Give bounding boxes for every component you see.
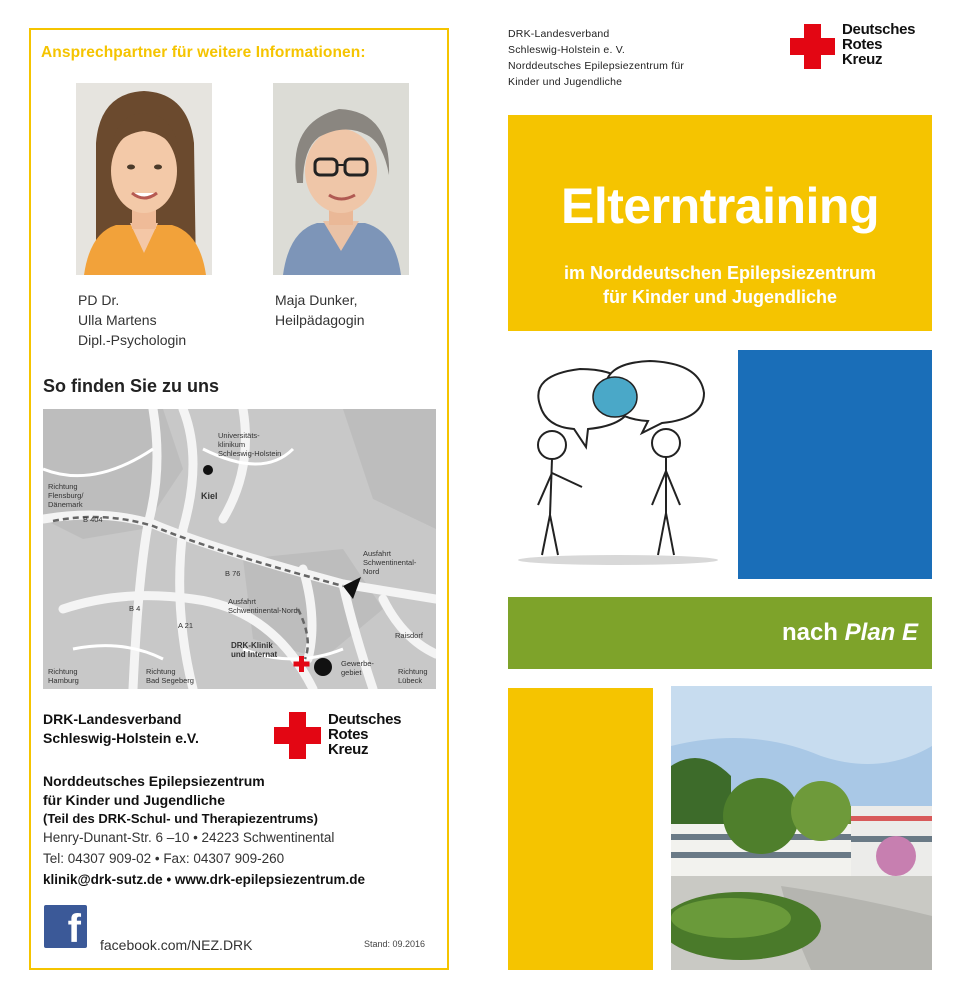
person1-text — [78, 290, 186, 350]
blue-accent-box — [738, 350, 932, 579]
yellow-accent-box — [508, 688, 653, 970]
contact-heading: Ansprechpartner für weitere Informationen: — [41, 44, 366, 61]
logo-line1: Deutsches — [328, 711, 402, 728]
map-label-ausfahrt2: Ausfahrt Schwentinental-Nord — [228, 597, 298, 615]
red-cross-icon — [790, 24, 836, 70]
map-label-b404: B 404 — [83, 515, 103, 524]
photo-maja-dunker — [273, 83, 409, 275]
map-label-ausfahrt1: Ausfahrt Schwentinental- Nord — [363, 549, 417, 576]
plan-text — [782, 619, 918, 647]
logo-line3: Kreuz — [328, 741, 369, 758]
photo-ulla-martens — [76, 83, 212, 275]
subtitle: im Norddeutschen Epilepsiezentrum für Kinder und Jugendliche — [563, 263, 877, 307]
logo-line2: Rotes — [328, 726, 369, 743]
facebook-link[interactable]: facebook.com/NEZ.DRK — [100, 937, 253, 953]
center-name: Norddeutsches Epilepsiezentrum für Kinder und Jugendliche — [43, 773, 265, 808]
person1-title: PD Dr. — [78, 292, 120, 308]
person1-name: Ulla Martens — [78, 312, 157, 328]
contact-web-line[interactable]: klinik@drk-sutz.de • www.drk-epilepsiezentrum.de — [43, 872, 365, 887]
plan-prefix: nach — [781, 619, 845, 646]
address-line: Henry-Dunant-Str. 6 –10 • 24223 Schwentinental — [43, 830, 335, 845]
person1-role: Dipl.-Psychologin — [78, 332, 187, 348]
phone-line: Tel: 04307 909-02 • Fax: 04307 909-260 — [43, 851, 285, 866]
person2-role: Heilpädagogin — [275, 312, 365, 328]
facebook-letter: f — [67, 907, 81, 951]
addr-line-3: Norddeutsches Epilepsiezentrum für — [508, 60, 685, 72]
org-name: DRK-Landesverband Schleswig-Holstein e.V. — [43, 711, 199, 746]
addr-line-2: Schleswig-Holstein e. V. — [508, 44, 626, 56]
location-map — [43, 409, 436, 689]
red-cross-icon — [274, 712, 322, 760]
map-label-gewerbe: Gewerbe- gebiet — [341, 659, 374, 677]
map-label-raisdorf: Raisdorf — [395, 631, 423, 640]
drk-logo-text — [328, 712, 401, 757]
map-label-kiel: Kiel — [201, 491, 218, 501]
facebook-icon[interactable] — [44, 905, 87, 951]
map-label-uni: Universitäts- klinikum Schleswig-Holstein — [218, 431, 282, 458]
map-label-b4: B 4 — [129, 604, 141, 613]
map-label-luebeck: Richtung Lübeck — [398, 667, 428, 685]
title-box — [508, 115, 932, 331]
contact-panel — [29, 28, 449, 970]
dialogue-illustration — [510, 355, 725, 570]
main-title: Elterntraining — [560, 178, 880, 234]
map-label-b76: B 76 — [225, 569, 241, 578]
logo-top-line1: Deutsches — [842, 21, 916, 38]
plan-name: Plan E — [844, 619, 918, 646]
person2-name: Maja Dunker, — [275, 292, 358, 308]
map-label-a21: A 21 — [178, 621, 194, 630]
logo-top-line3: Kreuz — [842, 51, 883, 68]
map-label-segeberg: Richtung Bad Segeberg — [146, 667, 194, 685]
addr-line-1: DRK-Landesverband — [508, 28, 610, 40]
drk-logo-top-text — [842, 22, 915, 67]
addr-line-4: Kinder und Jugendliche — [508, 76, 623, 88]
map-label-hamburg: Richtung Hamburg — [48, 667, 79, 685]
plan-banner — [508, 597, 932, 669]
edition-date: Stand: 09.2016 — [364, 939, 426, 949]
person2-text — [275, 290, 365, 330]
logo-top-line2: Rotes — [842, 36, 883, 53]
center-subtitle: (Teil des DRK-Schul- und Therapiezentrums) — [43, 811, 318, 826]
building-photo — [671, 686, 932, 970]
map-label-flensburg: Richtung Flensburg/ Dänemark — [48, 482, 84, 509]
directions-heading: So finden Sie zu uns — [43, 376, 220, 396]
map-label-drk: DRK-Klinik und Internat — [231, 641, 278, 659]
